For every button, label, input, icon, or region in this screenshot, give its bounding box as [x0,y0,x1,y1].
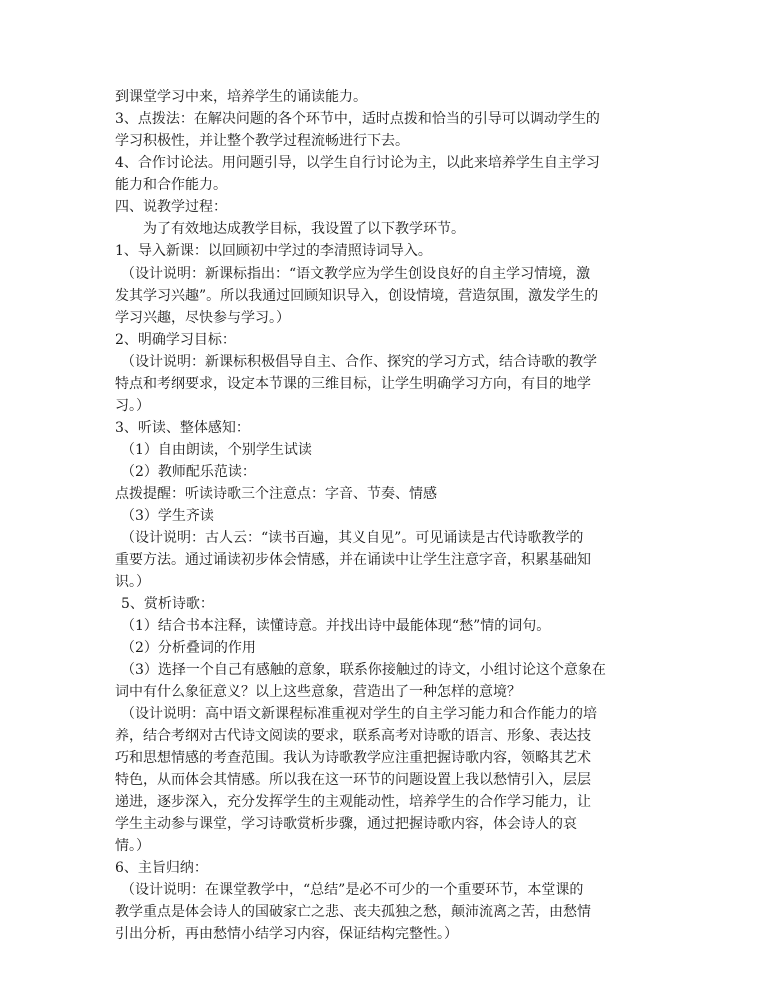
text-line: 点拨提醒：听读诗歌三个注意点：字音、节奏、情感 [115,486,437,502]
text-line: 能力和合作能力。 [115,177,227,193]
text-line: 2、明确学习目标： [115,332,236,348]
text-line: 4、合作讨论法。用问题引导，以学生自行讨论为主，以此来培养学生自主学习 [115,155,600,171]
text-line: （1）自由朗读，个别学生试读 [121,442,312,458]
text-line: （设计说明：新课标指出：“语文教学应为学生创设良好的自主学习情境，激 [121,266,591,282]
text-line: 词中有什么象征意义？以上这些意象，营造出了一种怎样的意境？ [115,684,521,700]
text-line: 发其学习兴趣”。所以我通过回顾知识导入，创设情境，营造氛围，激发学生的 [115,288,599,304]
text-line: 5、赏析诗歌： [121,596,214,612]
text-line: 特色，从而体会其情感。所以我在这一环节的问题设置上我以愁情引入，层层 [115,772,591,788]
text-line: 学生主动参与课堂，学习诗歌赏析步骤，通过把握诗歌内容，体会诗人的哀 [115,816,577,832]
text-line: 情。） [115,838,150,854]
text-line: （设计说明：新课标积极倡导自主、合作、探究的学习方式，结合诗歌的教学 [121,354,597,370]
text-line: 巧和思想情感的考查范围。我认为诗歌教学应注重把握诗歌内容，领略其艺术 [115,750,591,766]
text-line: 特点和考纲要求，设定本节课的三维目标，让学生明确学习方向，有目的地学 [115,376,591,392]
text-line: 四、说教学过程： [115,199,227,215]
text-line: 教学重点是体会诗人的国破家亡之悲、丧夫孤独之愁，颠沛流离之苦，由愁情 [115,904,591,920]
text-line: （1）结合书本注释，读懂诗意。并找出诗中最能体现“愁”情的词句。 [121,618,551,634]
text-line: （设计说明：在课堂教学中，“总结”是必不可少的一个重要环节，本堂课的 [121,882,584,898]
text-line: 识。） [115,574,150,590]
text-line: （3）选择一个自己有感触的意象，联系你接触过的诗文，小组讨论这个意象在 [121,662,606,678]
text-line: 到课堂学习中来，培养学生的诵读能力。 [115,89,367,105]
text-line: （2）教师配乐范读： [121,464,256,480]
text-line: （设计说明：高中语文新课程标准重视对学生的自主学习能力和合作能力的培 [121,706,597,722]
text-line: 重要方法。通过诵读初步体会情感，并在诵读中让学生注意字音，积累基础知 [115,552,591,568]
text-line: 养，结合考纲对古代诗文阅读的要求，联系高考对诗歌的语言、形象、表达技 [115,728,591,744]
text-line: （2）分析叠词的作用 [121,640,256,656]
text-line: 为了有效地达成教学目标，我设置了以下教学环节。 [143,221,465,237]
text-line: 3、听读、整体感知： [115,420,250,436]
text-line: 递进，逐步深入，充分发挥学生的主观能动性，培养学生的合作学习能力，让 [115,794,591,810]
text-line: 学习积极性，并让整个教学过程流畅进行下去。 [115,133,409,149]
text-line: 学习兴趣，尽快参与学习。） [115,310,290,326]
text-line: （设计说明：古人云：“读书百遍，其义自见”。可见诵读是古代诗歌教学的 [121,530,584,546]
text-line: 引出分析，再由愁情小结学习内容，保证结构完整性。） [115,926,458,942]
text-line: 1、导入新课：以回顾初中学过的李清照诗词导入。 [115,243,432,259]
text-line: 习。） [115,398,150,414]
text-line: （3）学生齐读 [121,508,214,524]
text-line: 3、点拨法：在解决问题的各个环节中，适时点拨和恰当的引导可以调动学生的 [115,111,600,127]
text-line: 6、主旨归纳： [115,860,208,876]
